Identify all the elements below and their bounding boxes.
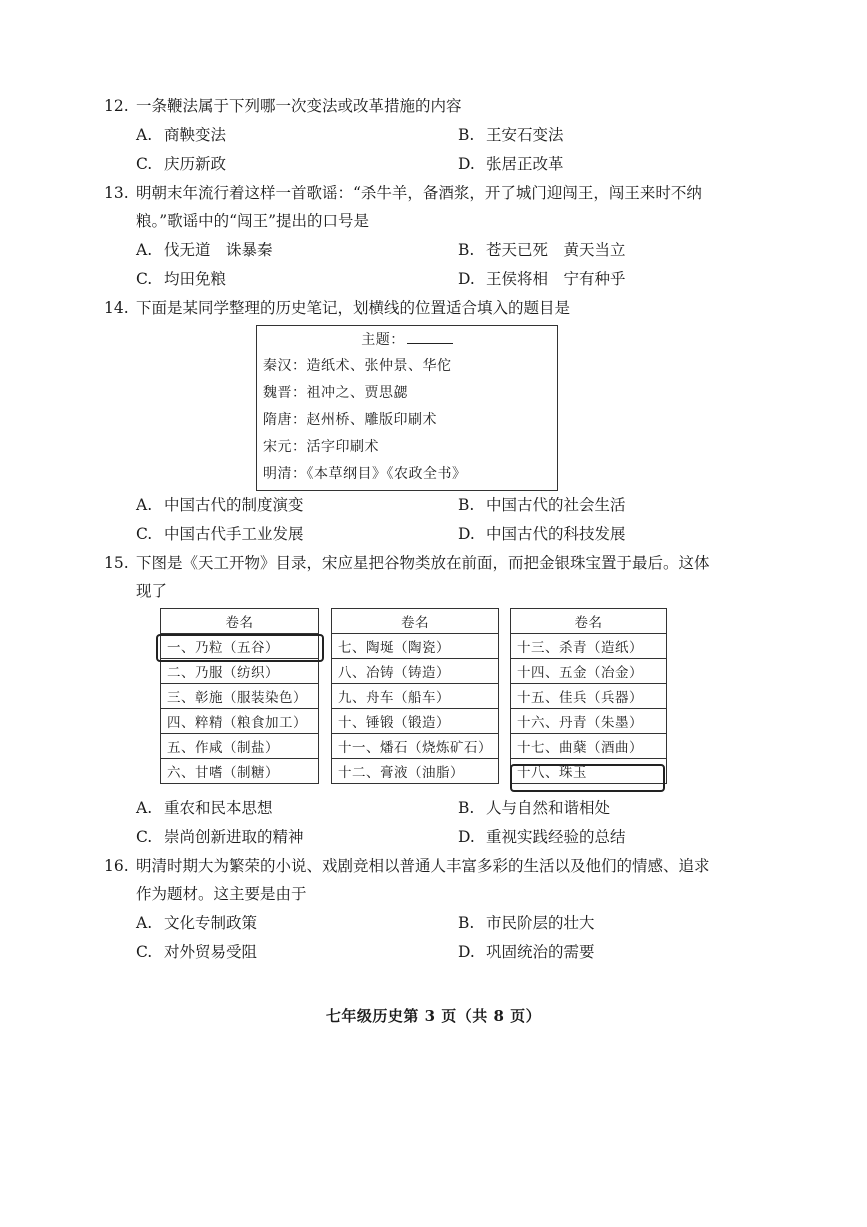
question-16-stem-line1: 明清时期大为繁荣的小说、戏剧竞相以普通人丰富多彩的生活以及他们的情感、追求: [136, 857, 710, 875]
table-cell: 七、陶埏（陶瓷）: [332, 634, 499, 659]
q15-option-d[interactable]: D. 重视实践经验的总结: [458, 828, 626, 846]
page-footer: 七年级历史第 3 页（共 8 页）: [325, 1007, 542, 1025]
question-13-stem-line2: 粮。”歌谣中的“闯王”提出的口号是: [136, 212, 370, 230]
q12-option-d[interactable]: D. 张居正改革: [458, 155, 564, 173]
q16-option-a[interactable]: A. 文化专制政策: [136, 914, 258, 932]
table-cell: 十六、丹青（朱墨）: [511, 709, 667, 734]
q12-option-c[interactable]: C. 庆历新政: [136, 155, 227, 173]
table-cell: 十八、珠玉: [511, 759, 667, 784]
history-notes-box: [256, 325, 558, 491]
question-12-number: 12.: [104, 97, 129, 115]
notes-line: 魏晋：祖冲之、贾思勰: [263, 385, 408, 401]
q15-option-b[interactable]: B. 人与自然和谐相处: [458, 799, 611, 817]
table-cell: 四、粹精（粮食加工）: [161, 709, 319, 734]
notes-line: 明清：《本草纲目》《农政全书》: [263, 466, 467, 482]
q13-option-d[interactable]: D. 王侯将相 宁有种乎: [458, 270, 626, 288]
question-16-stem-line2: 作为题材。这主要是由于: [136, 885, 307, 903]
highlight-box-first-entry: [156, 634, 324, 662]
q16-option-b[interactable]: B. 市民阶层的壮大: [458, 914, 595, 932]
table-header: 卷名: [511, 609, 667, 634]
notes-line: 隋唐：赵州桥、雕版印刷术: [263, 412, 437, 428]
table-cell: 一、乃粒（五谷）: [161, 634, 319, 659]
q13-option-b[interactable]: B. 苍天已死 黄天当立: [458, 241, 626, 259]
question-15-stem-line1: 下图是《天工开物》目录，宋应星把谷物类放在前面，而把金银珠宝置于最后。这体: [136, 554, 710, 572]
catalog-table-2: [331, 608, 499, 784]
question-14-stem: 下面是某同学整理的历史笔记，划横线的位置适合填入的题目是: [136, 299, 571, 317]
q15-option-a[interactable]: A. 重农和民本思想: [136, 799, 273, 817]
notes-title: 主题：: [257, 331, 557, 349]
table-header: 卷名: [161, 609, 319, 634]
q12-option-a[interactable]: A. 商鞅变法: [136, 126, 227, 144]
table-cell: 十三、杀青（造纸）: [511, 634, 667, 659]
table-cell: 八、冶铸（铸造）: [332, 659, 499, 684]
q15-option-c[interactable]: C. 崇尚创新进取的精神: [136, 828, 304, 846]
notes-line: 宋元：活字印刷术: [263, 439, 379, 455]
question-15-number: 15.: [104, 554, 129, 572]
notes-line: 秦汉：造纸术、张仲景、华佗: [263, 358, 452, 374]
question-12-stem: 一条鞭法属于下列哪一次变法或改革措施的内容: [136, 97, 462, 115]
table-cell: 十五、佳兵（兵器）: [511, 684, 667, 709]
q13-option-c[interactable]: C. 均田免粮: [136, 270, 227, 288]
question-13-number: 13.: [104, 184, 129, 202]
table-cell: 五、作咸（制盐）: [161, 734, 319, 759]
table-cell: 十七、曲蘖（酒曲）: [511, 734, 667, 759]
table-cell: 六、甘嗜（制糖）: [161, 759, 319, 784]
question-15-stem-line2: 现了: [136, 582, 168, 600]
table-cell: 十二、膏液（油脂）: [332, 759, 499, 784]
table-cell: 十一、燔石（烧炼矿石）: [332, 734, 499, 759]
table-cell: 二、乃服（纺织）: [161, 659, 319, 684]
table-cell: 三、彰施（服装染色）: [161, 684, 319, 709]
q12-option-b[interactable]: B. 王安石变法: [458, 126, 564, 144]
question-14-number: 14.: [104, 299, 129, 317]
highlight-box-last-entry: [510, 764, 665, 792]
catalog-table-3: [510, 608, 667, 784]
q16-option-d[interactable]: D. 巩固统治的需要: [458, 943, 595, 961]
answer-blank-line: [407, 331, 453, 344]
question-13-stem-line1: 明朝末年流行着这样一首歌谣：“杀牛羊，备酒浆，开了城门迎闯王，闯王来时不纳: [136, 184, 702, 202]
q14-option-b[interactable]: B. 中国古代的社会生活: [458, 496, 626, 514]
question-16-number: 16.: [104, 857, 129, 875]
table-cell: 十四、五金（冶金）: [511, 659, 667, 684]
q14-option-a[interactable]: A. 中国古代的制度演变: [136, 496, 304, 514]
table-cell: 九、舟车（船车）: [332, 684, 499, 709]
table-cell: 十、锤锻（锻造）: [332, 709, 499, 734]
table-header: 卷名: [332, 609, 499, 634]
q16-option-c[interactable]: C. 对外贸易受阻: [136, 943, 258, 961]
q13-option-a[interactable]: A. 伐无道 诛暴秦: [136, 241, 273, 259]
q14-option-d[interactable]: D. 中国古代的科技发展: [458, 525, 626, 543]
q14-option-c[interactable]: C. 中国古代手工业发展: [136, 525, 304, 543]
